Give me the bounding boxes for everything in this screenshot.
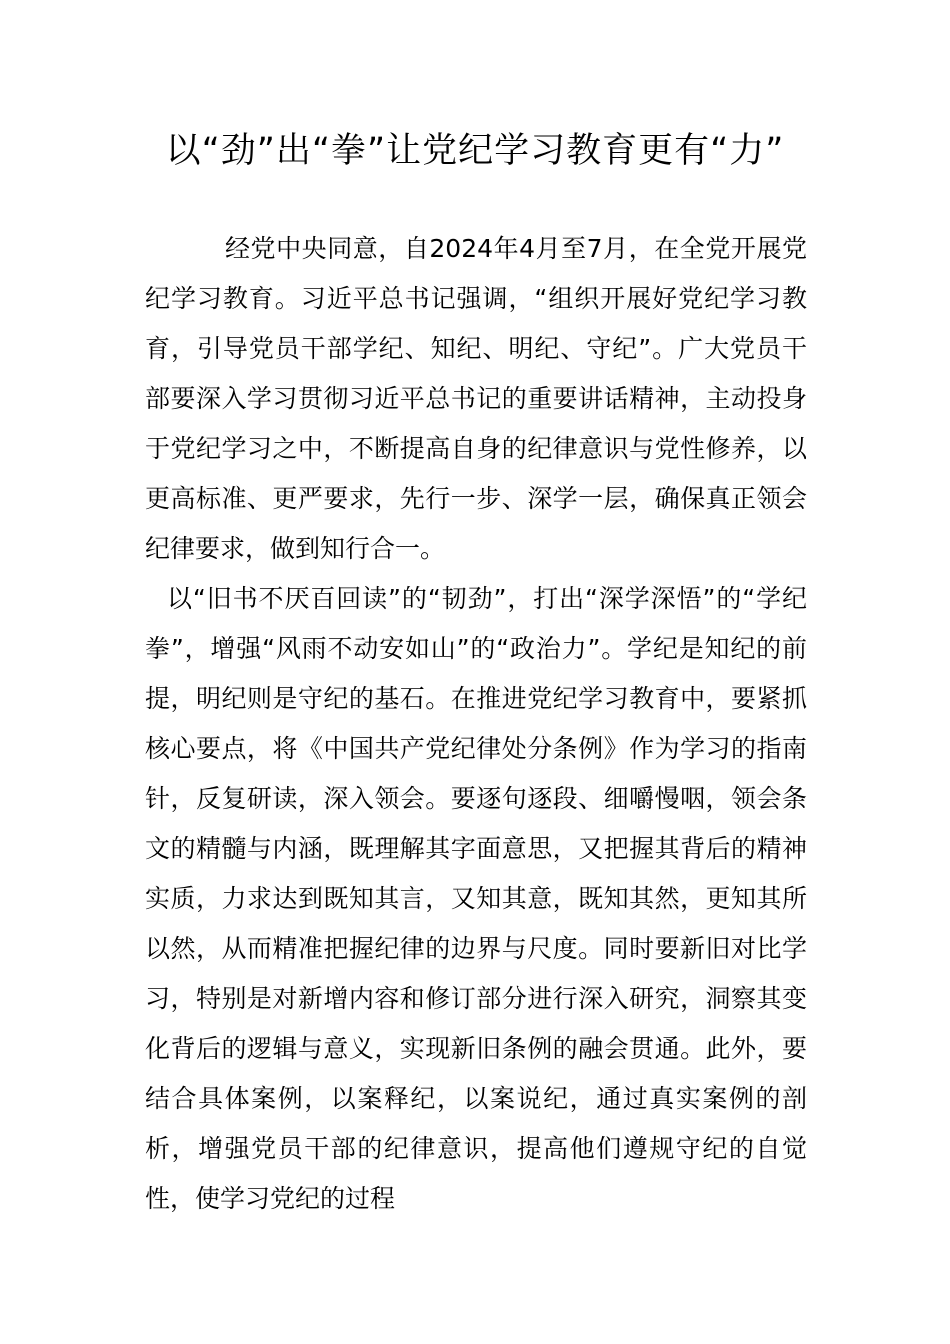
paragraph-study-discipline: 以“旧书不厌百回读”的“韧劲”，打出“深学深悟”的“学纪拳”，增强“风雨不动安如山”的“政治力”。学纪是知纪的前提，明纪则是守纪的基石。在推进党纪学习教育中，要紧抓核心要点，将《中国共产党纪律处分条例》作为学习的指南针，反复研读，深入领会。要逐句逐段、细嚼慢咽，领会条文的精髓与内涵，既理解其字面意思，又把握其背后的精神实质，力求达到既知其言，又知其意，既知其然，更知其所以然，从而精准把握纪律的边界与尺度。同时要新旧对比学习，特别是对新增内容和修订部分进行深入研究，洞察其变化背后的逻辑与意义，实现新旧条例的融会贯通。此外，要结合具体案例，以案释纪，以案说纪，通过真实案例的剖析，增强党员干部的纪律意识，提高他们遵规守纪的自觉性，使学习党纪的过程 (145, 584, 807, 1213)
document-title: 以“劲”出“拳”让党纪学习教育更有“力” (165, 131, 785, 171)
paragraph-intro: 经党中央同意，自2024年4月至7月，在全党开展党纪学习教育。习近平总书记强调，“组织开展好党纪学习教育，引导党员干部学纪、知纪、明纪、守纪”。广大党员干部要深入学习贯彻习近平总书记的重要讲话精神，主动投身于党纪学习之中，不断提高自身的纪律意识与党性修养，以更高标准、更严要求，先行一步、深学一层，确保真正领会纪律要求，做到知行合一。 (145, 234, 807, 563)
document-body (145, 224, 807, 1224)
